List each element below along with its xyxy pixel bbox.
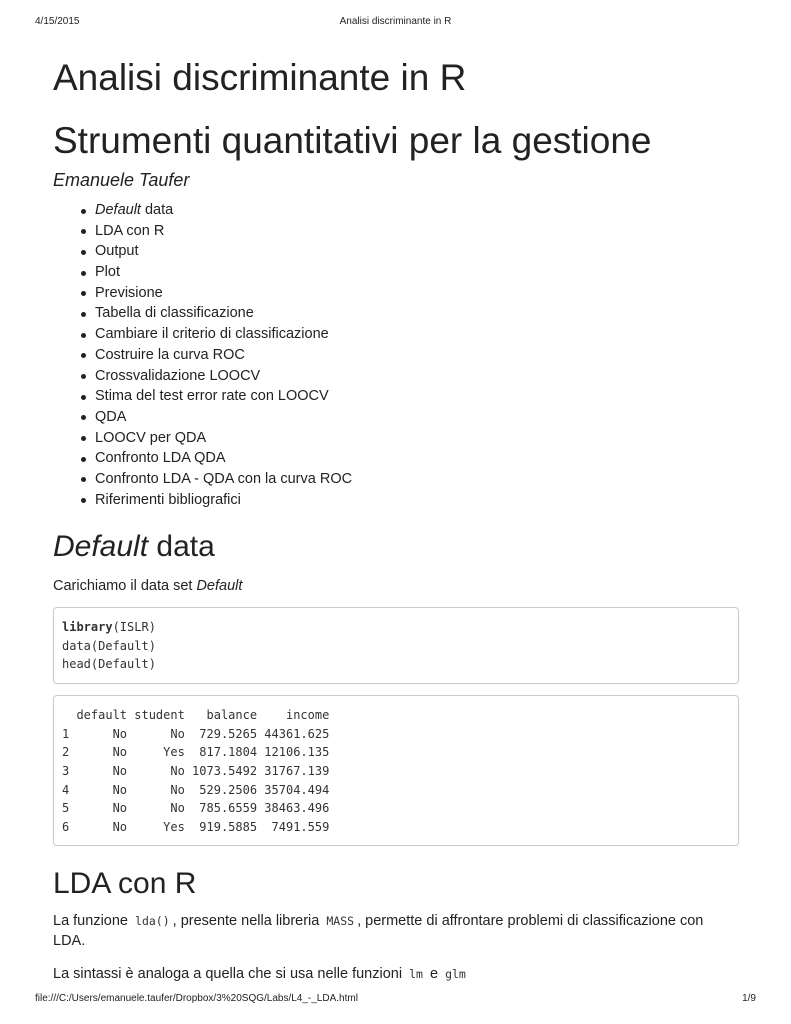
- code-line: [62, 618, 730, 637]
- output-row: 2 No Yes 817.1804 12106.135: [62, 745, 330, 760]
- table-of-contents: [53, 200, 352, 510]
- toc-item-confronto-roc[interactable]: Confronto LDA - QDA con la curva ROC: [95, 469, 352, 490]
- document-author: Emanuele Taufer: [53, 170, 190, 190]
- inline-code-lda: lda(): [135, 914, 170, 928]
- toc-item-criterio[interactable]: Cambiare il criterio di classificazione: [95, 324, 352, 345]
- toc-item-curva-roc[interactable]: Costruire la curva ROC: [95, 345, 352, 366]
- intro-em: Default: [196, 578, 243, 594]
- text: La funzione: [53, 913, 133, 929]
- section-heading-rest: data: [148, 530, 215, 563]
- code-line: data(Default): [62, 638, 156, 653]
- inline-code-glm: glm: [445, 967, 466, 981]
- output-header-line: default student balance income: [62, 708, 330, 722]
- section-intro: [53, 576, 242, 596]
- paragraph-lda-function: [53, 911, 739, 951]
- toc-item-label: data: [140, 202, 174, 218]
- toc-item-em: Default: [95, 202, 141, 218]
- output-row: 5 No No 785.6559 38463.496: [62, 801, 330, 816]
- text: , presente nella libreria: [172, 913, 324, 929]
- print-file-path: file:///C:/Users/emanuele.taufer/Dropbox/3%20SQG/Labs/L4_-_LDA.html: [35, 993, 358, 1004]
- toc-item-loocv[interactable]: Crossvalidazione LOOCV: [95, 366, 352, 387]
- output-row: 6 No Yes 919.5885 7491.559: [62, 820, 330, 835]
- text: e: [425, 966, 443, 982]
- print-date: 4/15/2015: [35, 16, 80, 27]
- paragraph-syntax: [53, 964, 469, 984]
- toc-item-default-data[interactable]: [95, 200, 352, 221]
- intro-text: Carichiamo il data set: [53, 578, 197, 594]
- text: La sintassi è analoga a quella che si usa nelle funzioni: [53, 966, 407, 982]
- output-row: 1 No No 729.5265 44361.625: [62, 726, 330, 741]
- print-page-number: 1/9: [742, 993, 756, 1004]
- toc-item-previsione[interactable]: Previsione: [95, 283, 352, 304]
- print-footer: [0, 993, 791, 1007]
- text: , permette di affrontare problemi di classificazione con LDA.: [53, 913, 704, 949]
- toc-item-riferimenti[interactable]: Riferimenti bibliografici: [95, 490, 352, 511]
- document-subtitle: Strumenti quantitativi per la gestione: [53, 120, 652, 161]
- section-heading-default-data: [53, 527, 215, 567]
- toc-item-lda-con-r[interactable]: LDA con R: [95, 221, 352, 242]
- section-heading-lda-con-r: LDA con R: [53, 867, 197, 900]
- toc-item-output[interactable]: Output: [95, 241, 352, 262]
- output-row: 3 No No 1073.5492 31767.139: [62, 764, 330, 779]
- document-title: Analisi discriminante in R: [53, 57, 467, 98]
- inline-code-lm: lm: [409, 967, 423, 981]
- section-heading-em: Default: [53, 530, 149, 563]
- print-header: [0, 16, 791, 30]
- toc-item-confronto[interactable]: Confronto LDA QDA: [95, 448, 352, 469]
- code-block-input: [53, 607, 739, 684]
- code-line: head(Default): [62, 657, 156, 672]
- toc-item-loocv-qda[interactable]: LOOCV per QDA: [95, 428, 352, 449]
- code-text: (ISLR): [112, 620, 156, 634]
- toc-item-tabella[interactable]: Tabella di classificazione: [95, 303, 352, 324]
- inline-code-mass: MASS: [326, 914, 355, 928]
- code-block-output: [53, 695, 739, 846]
- toc-item-plot[interactable]: Plot: [95, 262, 352, 283]
- toc-item-qda[interactable]: QDA: [95, 407, 352, 428]
- print-title: Analisi discriminante in R: [339, 16, 452, 27]
- toc-item-test-error[interactable]: Stima del test error rate con LOOCV: [95, 386, 352, 407]
- output-row: 4 No No 529.2506 35704.494: [62, 782, 330, 797]
- code-keyword: library: [62, 620, 113, 634]
